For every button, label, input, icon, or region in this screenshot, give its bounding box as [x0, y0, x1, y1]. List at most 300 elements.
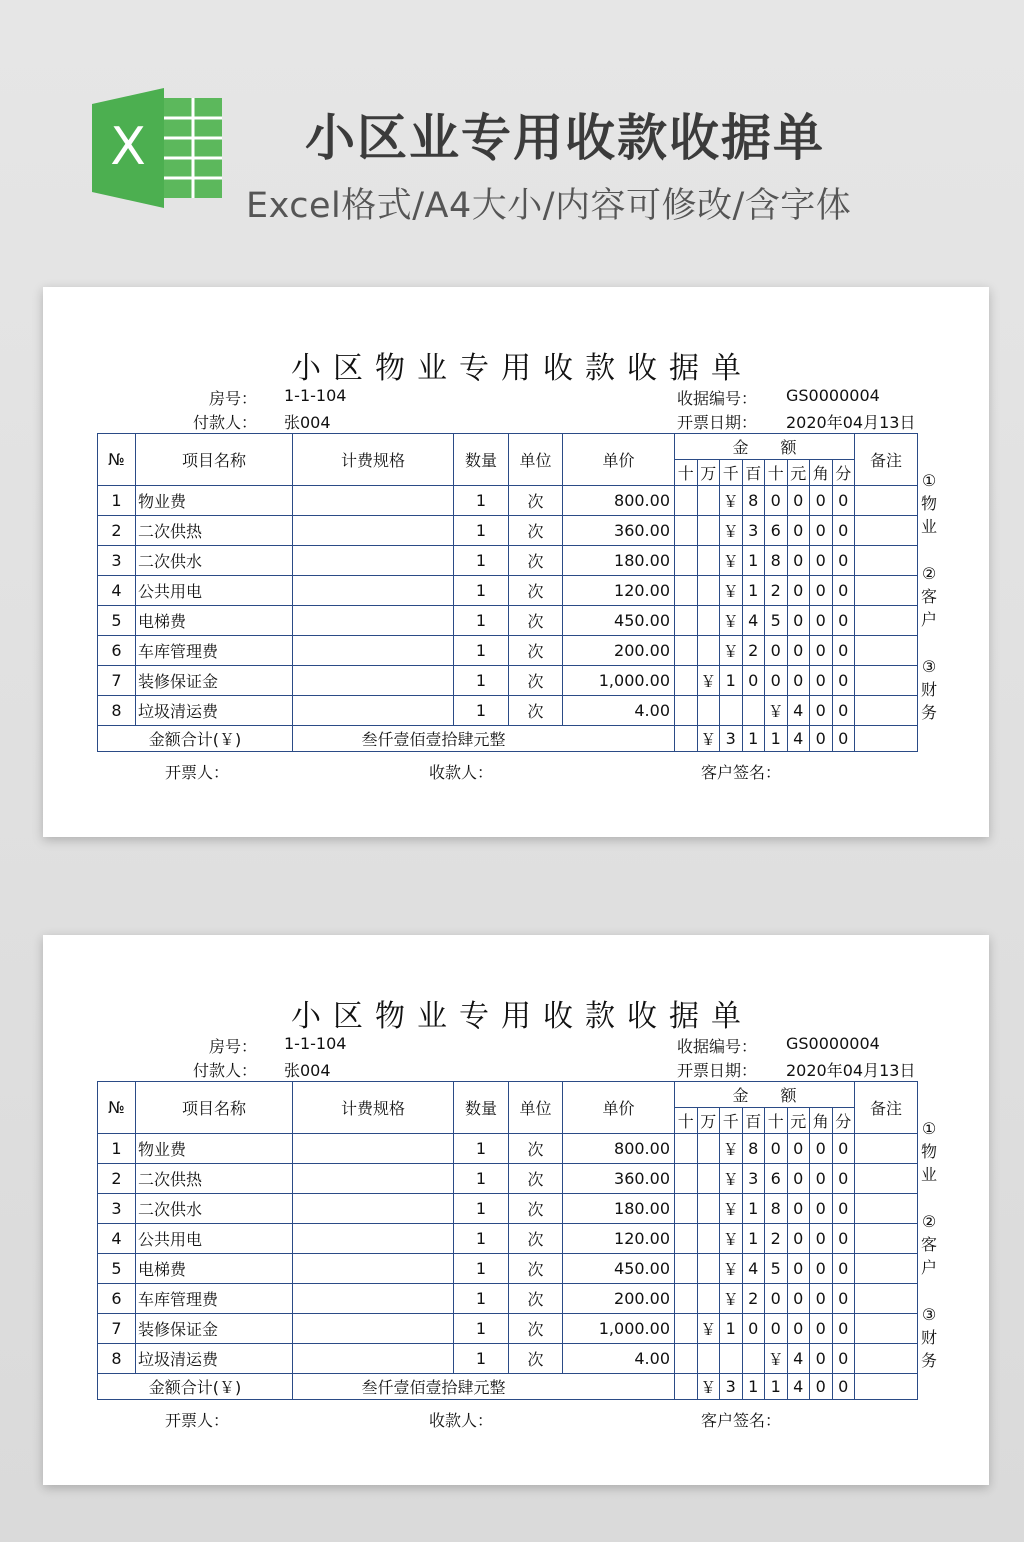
total-amount-digit: 0: [832, 1374, 855, 1400]
row-amount-digit: 0: [810, 1314, 833, 1344]
row-amount-digit: ￥: [720, 546, 743, 576]
row-remark: [855, 486, 918, 516]
row-spec: [293, 1134, 454, 1164]
row-remark: [855, 666, 918, 696]
row-amount-digit: 0: [832, 576, 855, 606]
col-header-spec: 计费规格: [293, 434, 454, 486]
row-spec: [293, 666, 454, 696]
digit-header: 十: [675, 460, 698, 486]
table-row: [98, 1254, 918, 1284]
banner-title: 小区业专用收款收据单: [305, 109, 825, 167]
total-amount-digit: 0: [832, 726, 855, 752]
row-qty: 1: [454, 1134, 509, 1164]
row-amount-digit: 0: [810, 1194, 833, 1224]
row-amount-digit: [697, 1164, 720, 1194]
row-amount-digit: 4: [742, 1254, 765, 1284]
row-unit: 次: [509, 606, 563, 636]
row-amount-digit: [720, 696, 743, 726]
row-amount-digit: 0: [787, 1224, 810, 1254]
row-amount-digit: 0: [765, 636, 788, 666]
row-amount-digit: 0: [765, 1284, 788, 1314]
row-amount-digit: [675, 1284, 698, 1314]
table-row: [98, 1194, 918, 1224]
row-price: 360.00: [563, 1164, 675, 1194]
row-amount-digit: [742, 1344, 765, 1374]
row-item: 公共用电: [136, 1224, 293, 1254]
row-amount-digit: 4: [742, 606, 765, 636]
table-row: [98, 546, 918, 576]
row-no: 4: [98, 1224, 136, 1254]
row-amount-digit: [697, 576, 720, 606]
row-amount-digit: 0: [765, 666, 788, 696]
row-amount-digit: [742, 696, 765, 726]
total-amount-digit: 3: [720, 726, 743, 752]
row-remark: [855, 606, 918, 636]
total-label: 金额合计(￥): [98, 726, 293, 752]
row-amount-digit: [675, 1314, 698, 1344]
receipt-no-value: GS0000004: [786, 1034, 880, 1053]
room-label: 房号：: [208, 389, 257, 408]
row-spec: [293, 1194, 454, 1224]
row-amount-digit: 8: [765, 1194, 788, 1224]
table-row: [98, 1314, 918, 1344]
row-amount-digit: 0: [765, 1134, 788, 1164]
row-amount-digit: [697, 516, 720, 546]
row-remark: [855, 1164, 918, 1194]
row-no: 1: [98, 1134, 136, 1164]
row-amount-digit: 2: [765, 576, 788, 606]
row-amount-digit: [675, 516, 698, 546]
total-row: [98, 1374, 918, 1400]
row-unit: 次: [509, 546, 563, 576]
row-price: 180.00: [563, 546, 675, 576]
row-amount-digit: 0: [765, 486, 788, 516]
row-amount-digit: 0: [832, 666, 855, 696]
row-amount-digit: 0: [787, 546, 810, 576]
row-price: 200.00: [563, 1284, 675, 1314]
row-no: 8: [98, 696, 136, 726]
row-amount-digit: [697, 636, 720, 666]
row-unit: 次: [509, 1224, 563, 1254]
row-item: 二次供热: [136, 1164, 293, 1194]
row-amount-digit: 0: [810, 486, 833, 516]
row-no: 6: [98, 1284, 136, 1314]
payer-label: 付款人：: [192, 1061, 257, 1080]
row-spec: [293, 1224, 454, 1254]
row-no: 5: [98, 606, 136, 636]
row-amount-digit: [675, 1164, 698, 1194]
row-remark: [855, 1254, 918, 1284]
row-amount-digit: 2: [765, 1224, 788, 1254]
side-note: ③ 财 务: [920, 1305, 937, 1370]
row-amount-digit: [675, 1224, 698, 1254]
row-amount-digit: 0: [832, 1314, 855, 1344]
row-remark: [855, 1344, 918, 1374]
digit-header: 分: [832, 1108, 855, 1134]
digit-header: 万: [697, 1108, 720, 1134]
row-amount-digit: 0: [832, 546, 855, 576]
row-amount-digit: [675, 666, 698, 696]
row-amount-digit: 0: [832, 1194, 855, 1224]
row-spec: [293, 576, 454, 606]
receipt-no-label: 收据编号：: [676, 389, 757, 408]
payer-label: 付款人：: [192, 413, 257, 432]
table-row: [98, 666, 918, 696]
row-amount-digit: 4: [787, 696, 810, 726]
row-amount-digit: ￥: [720, 606, 743, 636]
row-item: 物业费: [136, 486, 293, 516]
row-qty: 1: [454, 1254, 509, 1284]
row-no: 1: [98, 486, 136, 516]
row-unit: 次: [509, 516, 563, 546]
row-no: 3: [98, 1194, 136, 1224]
row-amount-digit: 1: [720, 666, 743, 696]
row-qty: 1: [454, 1164, 509, 1194]
table-row: [98, 636, 918, 666]
row-unit: 次: [509, 1314, 563, 1344]
row-amount-digit: ￥: [720, 636, 743, 666]
row-amount-digit: [675, 1254, 698, 1284]
table-row: [98, 576, 918, 606]
row-price: 800.00: [563, 1134, 675, 1164]
row-amount-digit: 0: [810, 636, 833, 666]
row-amount-digit: ￥: [697, 666, 720, 696]
row-amount-digit: 0: [832, 1164, 855, 1194]
table-row: [98, 1134, 918, 1164]
row-qty: 1: [454, 576, 509, 606]
row-amount-digit: [675, 1344, 698, 1374]
issuer-label: 开票人：: [165, 763, 230, 782]
row-item: 车库管理费: [136, 636, 293, 666]
total-amount-digit: 0: [810, 726, 833, 752]
row-amount-digit: 0: [787, 1194, 810, 1224]
table-row: [98, 696, 918, 726]
row-amount-digit: [697, 696, 720, 726]
row-price: 200.00: [563, 636, 675, 666]
row-price: 1,000.00: [563, 666, 675, 696]
row-price: 450.00: [563, 606, 675, 636]
row-qty: 1: [454, 1344, 509, 1374]
total-label: 金额合计(￥): [98, 1374, 293, 1400]
row-amount-digit: [697, 546, 720, 576]
row-item: 电梯费: [136, 606, 293, 636]
row-remark: [855, 1224, 918, 1254]
col-header-amount: 金 额: [675, 1082, 855, 1108]
total-amount-digit: 4: [787, 1374, 810, 1400]
row-qty: 1: [454, 1224, 509, 1254]
row-amount-digit: [675, 576, 698, 606]
row-remark: [855, 636, 918, 666]
row-amount-digit: ￥: [720, 1224, 743, 1254]
digit-header: 百: [742, 1108, 765, 1134]
receipt-sheet-2: [43, 935, 989, 1485]
row-amount-digit: 6: [765, 516, 788, 546]
row-remark: [855, 1314, 918, 1344]
row-amount-digit: 2: [742, 636, 765, 666]
payer-value: 张004: [284, 1061, 331, 1080]
row-price: 800.00: [563, 486, 675, 516]
row-no: 2: [98, 1164, 136, 1194]
total-amount-digit: ￥: [697, 726, 720, 752]
digit-header: 百: [742, 460, 765, 486]
total-row: [98, 726, 918, 752]
row-amount-digit: 0: [832, 1224, 855, 1254]
row-item: 装修保证金: [136, 1314, 293, 1344]
row-unit: 次: [509, 1164, 563, 1194]
row-amount-digit: ￥: [720, 1134, 743, 1164]
col-header-qty: 数量: [454, 1082, 509, 1134]
row-amount-digit: [697, 1284, 720, 1314]
row-item: 二次供水: [136, 1194, 293, 1224]
row-spec: [293, 1254, 454, 1284]
row-amount-digit: 0: [810, 1254, 833, 1284]
row-remark: [855, 696, 918, 726]
col-header-no: №: [98, 1082, 136, 1134]
row-amount-digit: [675, 1194, 698, 1224]
row-remark: [855, 1284, 918, 1314]
digit-header: 千: [720, 1108, 743, 1134]
row-item: 垃圾清运费: [136, 1344, 293, 1374]
row-amount-digit: 0: [787, 1164, 810, 1194]
row-amount-digit: 2: [742, 1284, 765, 1314]
row-amount-digit: 0: [832, 1134, 855, 1164]
row-unit: 次: [509, 666, 563, 696]
digit-header: 角: [810, 1108, 833, 1134]
table-row: [98, 516, 918, 546]
table-row: [98, 606, 918, 636]
side-note: ① 物 业: [920, 1119, 937, 1184]
table-row: [98, 486, 918, 516]
row-spec: [293, 1284, 454, 1314]
row-amount-digit: 5: [765, 606, 788, 636]
row-unit: 次: [509, 1344, 563, 1374]
row-unit: 次: [509, 636, 563, 666]
col-header-price: 单价: [563, 1082, 675, 1134]
digit-header: 十: [765, 460, 788, 486]
row-amount-digit: 1: [742, 1194, 765, 1224]
row-qty: 1: [454, 1194, 509, 1224]
col-header-qty: 数量: [454, 434, 509, 486]
row-amount-digit: 1: [742, 1224, 765, 1254]
row-price: 4.00: [563, 696, 675, 726]
row-amount-digit: 0: [787, 636, 810, 666]
row-amount-digit: 0: [832, 1344, 855, 1374]
row-amount-digit: 1: [720, 1314, 743, 1344]
row-amount-digit: 0: [765, 1314, 788, 1344]
row-unit: 次: [509, 1134, 563, 1164]
row-amount-digit: [675, 1134, 698, 1164]
banner-subtitle: Excel格式/A4大小/内容可修改/含字体: [246, 186, 852, 226]
row-item: 车库管理费: [136, 1284, 293, 1314]
total-amount-digit: 1: [742, 726, 765, 752]
customer-sign-label: 客户签名：: [701, 763, 782, 782]
row-price: 120.00: [563, 1224, 675, 1254]
payee-label: 收款人：: [429, 763, 494, 782]
row-item: 公共用电: [136, 576, 293, 606]
total-amount-digit: 1: [742, 1374, 765, 1400]
row-price: 1,000.00: [563, 1314, 675, 1344]
row-amount-digit: 0: [810, 1344, 833, 1374]
row-amount-digit: 0: [787, 666, 810, 696]
row-amount-digit: 0: [810, 576, 833, 606]
excel-icon: [92, 88, 224, 208]
row-amount-digit: ￥: [765, 696, 788, 726]
receipt-table: [97, 1081, 918, 1400]
room-label: 房号：: [208, 1037, 257, 1056]
side-note: ② 客 户: [920, 1212, 937, 1277]
digit-header: 千: [720, 460, 743, 486]
row-amount-digit: 0: [832, 696, 855, 726]
customer-sign-label: 客户签名：: [701, 1411, 782, 1430]
row-amount-digit: 0: [787, 576, 810, 606]
row-amount-digit: 8: [742, 1134, 765, 1164]
digit-header: 万: [697, 460, 720, 486]
payee-label: 收款人：: [429, 1411, 494, 1430]
total-amount-digit: [675, 1374, 698, 1400]
row-spec: [293, 546, 454, 576]
col-header-no: №: [98, 434, 136, 486]
row-amount-digit: [675, 546, 698, 576]
row-price: 120.00: [563, 576, 675, 606]
row-qty: 1: [454, 1314, 509, 1344]
row-amount-digit: 0: [810, 1134, 833, 1164]
row-amount-digit: ￥: [720, 1194, 743, 1224]
row-amount-digit: 8: [765, 546, 788, 576]
table-row: [98, 1164, 918, 1194]
row-amount-digit: 0: [787, 1254, 810, 1284]
total-remark: [855, 1374, 918, 1400]
row-price: 180.00: [563, 1194, 675, 1224]
row-amount-digit: [675, 696, 698, 726]
row-no: 7: [98, 666, 136, 696]
row-unit: 次: [509, 486, 563, 516]
row-amount-digit: 0: [832, 1254, 855, 1284]
row-amount-digit: 3: [742, 1164, 765, 1194]
row-amount-digit: [720, 1344, 743, 1374]
row-amount-digit: 0: [742, 1314, 765, 1344]
total-amount-digit: 1: [765, 726, 788, 752]
row-item: 电梯费: [136, 1254, 293, 1284]
row-amount-digit: 0: [787, 1134, 810, 1164]
col-header-unit: 单位: [509, 1082, 563, 1134]
row-amount-digit: [697, 1254, 720, 1284]
row-amount-digit: 0: [787, 1314, 810, 1344]
col-header-remark: 备注: [855, 434, 918, 486]
row-amount-digit: 0: [810, 1224, 833, 1254]
row-price: 360.00: [563, 516, 675, 546]
row-amount-digit: [697, 1134, 720, 1164]
digit-header: 分: [832, 460, 855, 486]
room-value: 1-1-104: [284, 1034, 347, 1053]
row-amount-digit: 0: [832, 486, 855, 516]
row-amount-digit: ￥: [765, 1344, 788, 1374]
row-remark: [855, 1194, 918, 1224]
row-unit: 次: [509, 1284, 563, 1314]
row-amount-digit: [675, 636, 698, 666]
side-note: ② 客 户: [920, 564, 937, 629]
row-amount-digit: [697, 1194, 720, 1224]
row-no: 4: [98, 576, 136, 606]
row-amount-digit: ￥: [720, 516, 743, 546]
row-amount-digit: [697, 1224, 720, 1254]
room-value: 1-1-104: [284, 386, 347, 405]
row-unit: 次: [509, 1254, 563, 1284]
row-amount-digit: 0: [810, 516, 833, 546]
row-amount-digit: 0: [810, 1164, 833, 1194]
row-amount-digit: ￥: [720, 576, 743, 606]
row-amount-digit: 0: [810, 666, 833, 696]
row-item: 二次供水: [136, 546, 293, 576]
total-amount-digit: 1: [765, 1374, 788, 1400]
row-amount-digit: 0: [787, 1284, 810, 1314]
receipt-sheet-1: [43, 287, 989, 837]
row-spec: [293, 1344, 454, 1374]
row-unit: 次: [509, 696, 563, 726]
row-price: 4.00: [563, 1344, 675, 1374]
row-qty: 1: [454, 546, 509, 576]
row-remark: [855, 1134, 918, 1164]
row-item: 装修保证金: [136, 666, 293, 696]
total-amount-digit: [675, 726, 698, 752]
row-amount-digit: 0: [810, 546, 833, 576]
total-words: 叁仟壹佰壹拾肆元整: [293, 1374, 675, 1400]
total-amount-digit: 4: [787, 726, 810, 752]
total-words: 叁仟壹佰壹拾肆元整: [293, 726, 675, 752]
col-header-price: 单价: [563, 434, 675, 486]
total-amount-digit: 0: [810, 1374, 833, 1400]
receipt-table: [97, 433, 918, 752]
row-amount-digit: 5: [765, 1254, 788, 1284]
row-amount-digit: ￥: [720, 1164, 743, 1194]
row-amount-digit: 1: [742, 576, 765, 606]
row-qty: 1: [454, 696, 509, 726]
digit-header: 十: [765, 1108, 788, 1134]
row-unit: 次: [509, 1194, 563, 1224]
total-remark: [855, 726, 918, 752]
row-no: 7: [98, 1314, 136, 1344]
row-no: 3: [98, 546, 136, 576]
row-amount-digit: [675, 486, 698, 516]
digit-header: 元: [787, 1108, 810, 1134]
col-header-remark: 备注: [855, 1082, 918, 1134]
row-qty: 1: [454, 636, 509, 666]
row-item: 二次供热: [136, 516, 293, 546]
row-item: 垃圾清运费: [136, 696, 293, 726]
receipt-title: 小区物业专用收款收据单: [291, 999, 753, 1034]
side-note: ① 物 业: [920, 471, 937, 536]
row-amount-digit: 4: [787, 1344, 810, 1374]
digit-header: 角: [810, 460, 833, 486]
date-value: 2020年04月13日: [786, 1061, 916, 1080]
row-item: 物业费: [136, 1134, 293, 1164]
table-row: [98, 1284, 918, 1314]
row-amount-digit: 0: [810, 696, 833, 726]
row-amount-digit: [697, 606, 720, 636]
side-note: ③ 财 务: [920, 657, 937, 722]
row-amount-digit: ￥: [697, 1314, 720, 1344]
row-amount-digit: 0: [787, 516, 810, 546]
row-spec: [293, 606, 454, 636]
row-amount-digit: [697, 1344, 720, 1374]
table-row: [98, 1224, 918, 1254]
row-amount-digit: 0: [832, 516, 855, 546]
row-spec: [293, 486, 454, 516]
row-spec: [293, 636, 454, 666]
row-amount-digit: 1: [742, 546, 765, 576]
excel-logo-letter: X: [110, 117, 146, 177]
row-amount-digit: 0: [832, 1284, 855, 1314]
row-amount-digit: 0: [832, 636, 855, 666]
